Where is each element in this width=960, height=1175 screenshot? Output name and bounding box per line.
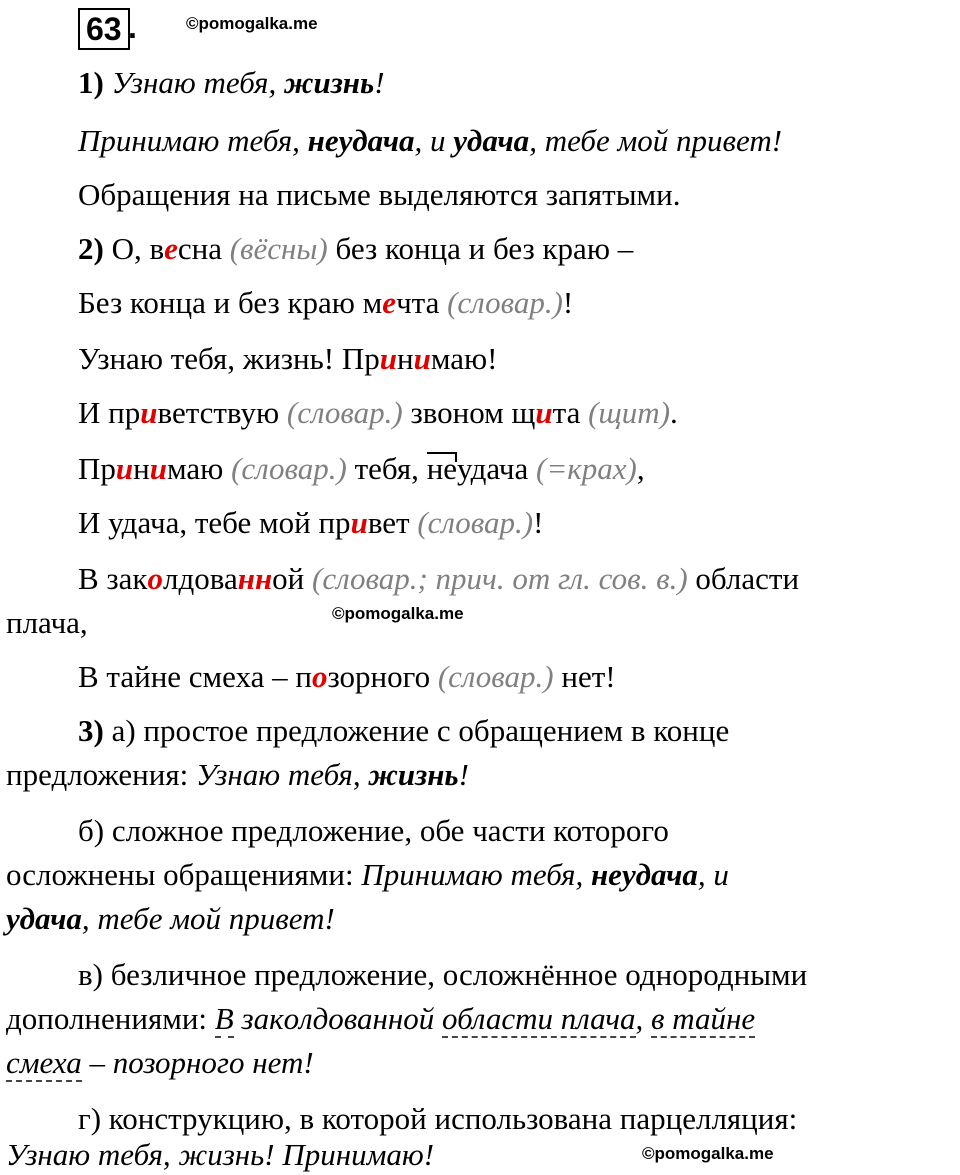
prefix-mark: не (426, 451, 458, 486)
exercise-number-dot: . (128, 9, 137, 45)
line-1: 1) Узнаю тебя, жизнь! (78, 65, 385, 100)
line-17: удача, тебе мой привет! (6, 901, 335, 936)
line-4: 2) О, весна (вёсны) без конца и без краю – (78, 231, 634, 266)
line-20: смеха – позорного нет! (6, 1045, 314, 1080)
line-21: г) конструкцию, в которой использована парцелляция: (78, 1101, 798, 1136)
watermark-bottom: ©pomogalka.me (642, 1144, 774, 1163)
line-12: В тайне смеха – позорного (словар.) нет! (78, 659, 616, 694)
line-6: Узнаю тебя, жизнь! Принимаю! (78, 341, 498, 376)
line-18: в) безличное предложение, осложнённое однородными (78, 957, 808, 992)
line-16: осложнены обращениями: Принимаю тебя, неудача, и (6, 857, 729, 892)
watermark-top: ©pomogalka.me (186, 14, 318, 33)
line-8: Принимаю (словар.) тебя, неудача (=крах), (78, 451, 645, 486)
line-9: И удача, тебе мой привет (словар.)! (78, 505, 544, 540)
line-15: б) сложное предложение, обе части которого (78, 813, 669, 848)
watermark-middle: ©pomogalka.me (332, 604, 464, 623)
line-5: Без конца и без краю мечта (словар.)! (78, 285, 574, 320)
line-10: В заколдованной (словар.; прич. от гл. сов. в.) области (78, 561, 800, 596)
line-2: Принимаю тебя, неудача, и удача, тебе мой привет! (78, 123, 783, 158)
line-19: дополнениями: В закoлдованной области плача, в тайне (6, 1001, 756, 1036)
line-7: И приветствую (словар.) звоном щита (щит). (78, 395, 678, 430)
line-22: Узнаю тебя, жизнь! Принимаю! (6, 1137, 435, 1172)
exercise-number: 63 (78, 8, 130, 50)
line-11: плача, (6, 605, 88, 640)
line-13: 3) а) простое предложение с обращением в конце (78, 713, 730, 748)
line-3: Обращения на письме выделяются запятыми. (78, 177, 681, 212)
line-14: предложения: Узнаю тебя, жизнь! (6, 757, 469, 792)
